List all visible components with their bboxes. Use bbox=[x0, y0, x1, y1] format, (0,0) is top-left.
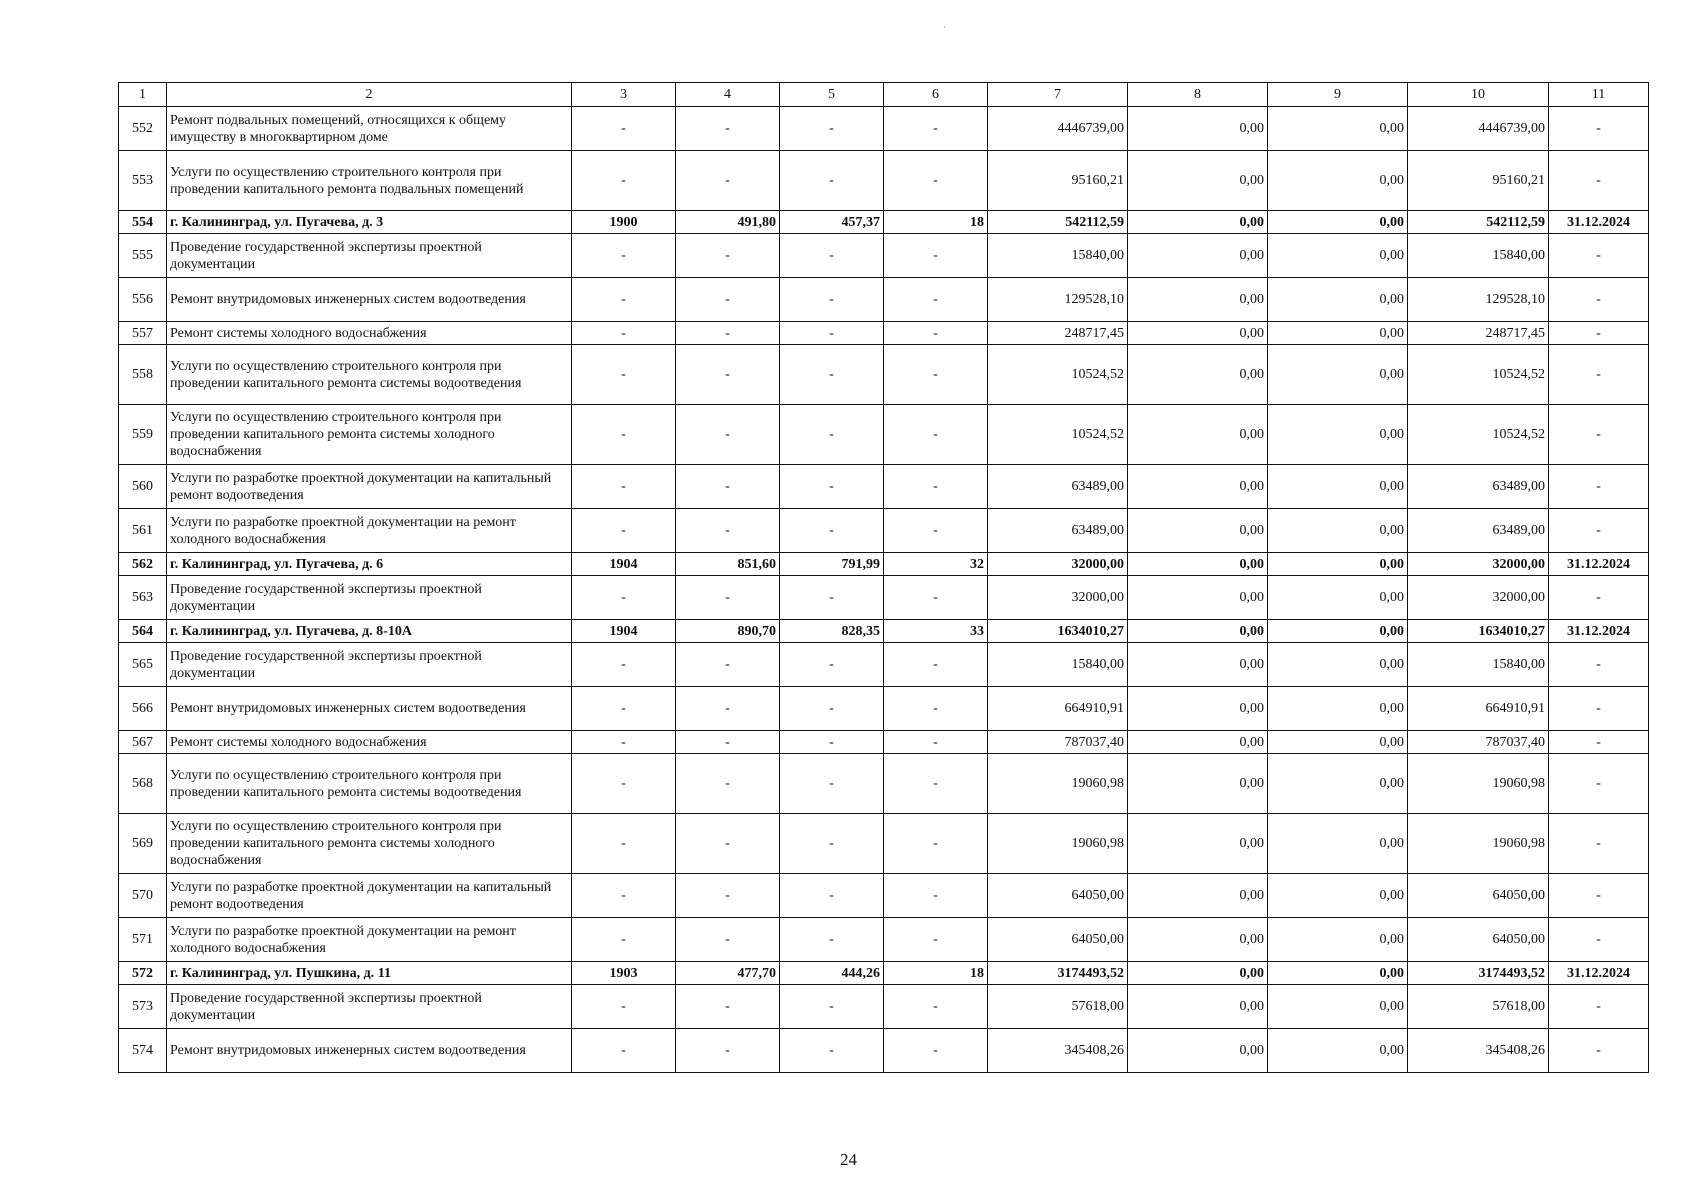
cell-residential-area: 444,26 bbox=[780, 962, 884, 985]
cell-total-cost: 63489,00 bbox=[988, 509, 1128, 553]
cell-total-area: - bbox=[676, 509, 780, 553]
cell-row-number: 559 bbox=[119, 405, 167, 465]
work-row bbox=[119, 151, 1649, 211]
cell-cost-col-9: 0,00 bbox=[1268, 107, 1408, 151]
work-row bbox=[119, 1029, 1649, 1073]
cell-residents-count: - bbox=[884, 754, 988, 814]
cell-row-number: 567 bbox=[119, 731, 167, 754]
cell-cost-col-10: 3174493,52 bbox=[1408, 962, 1549, 985]
cell-item-name: Услуги по осуществлению строительного контроля при проведении капитального ремонта подвальных помещений bbox=[167, 151, 572, 211]
cell-item-name: Проведение государственной экспертизы проектной документации bbox=[167, 234, 572, 278]
cell-residential-area: - bbox=[780, 687, 884, 731]
cell-item-name: Ремонт системы холодного водоснабжения bbox=[167, 322, 572, 345]
cell-residential-area: - bbox=[780, 814, 884, 874]
cell-cost-col-8: 0,00 bbox=[1128, 322, 1268, 345]
cell-completion-date: 31.12.2024 bbox=[1549, 962, 1649, 985]
cell-total-cost: 57618,00 bbox=[988, 985, 1128, 1029]
cell-total-area: - bbox=[676, 107, 780, 151]
cell-cost-col-8: 0,00 bbox=[1128, 465, 1268, 509]
cell-total-area: - bbox=[676, 985, 780, 1029]
cell-year-built: - bbox=[572, 465, 676, 509]
cell-cost-col-8: 0,00 bbox=[1128, 918, 1268, 962]
cell-year-built: - bbox=[572, 874, 676, 918]
cell-completion-date: - bbox=[1549, 509, 1649, 553]
cell-completion-date: 31.12.2024 bbox=[1549, 211, 1649, 234]
cell-item-name: г. Калининград, ул. Пугачева, д. 6 bbox=[167, 553, 572, 576]
cell-total-cost: 32000,00 bbox=[988, 576, 1128, 620]
column-number: 4 bbox=[676, 83, 780, 107]
cell-residents-count: - bbox=[884, 509, 988, 553]
cell-residential-area: - bbox=[780, 1029, 884, 1073]
column-number: 1 bbox=[119, 83, 167, 107]
cell-total-area: - bbox=[676, 1029, 780, 1073]
cell-cost-col-8: 0,00 bbox=[1128, 1029, 1268, 1073]
cell-row-number: 557 bbox=[119, 322, 167, 345]
cell-cost-col-9: 0,00 bbox=[1268, 620, 1408, 643]
cell-cost-col-8: 0,00 bbox=[1128, 211, 1268, 234]
cell-item-name: Услуги по разработке проектной документации на ремонт холодного водоснабжения bbox=[167, 509, 572, 553]
cell-residential-area: - bbox=[780, 107, 884, 151]
cell-cost-col-9: 0,00 bbox=[1268, 278, 1408, 322]
cell-cost-col-9: 0,00 bbox=[1268, 687, 1408, 731]
cell-year-built: 1903 bbox=[572, 962, 676, 985]
cell-completion-date: - bbox=[1549, 405, 1649, 465]
cell-item-name: Услуги по осуществлению строительного контроля при проведении капитального ремонта системы холодного водоснабжения bbox=[167, 814, 572, 874]
cell-total-cost: 64050,00 bbox=[988, 874, 1128, 918]
cell-residents-count: - bbox=[884, 985, 988, 1029]
cell-cost-col-8: 0,00 bbox=[1128, 576, 1268, 620]
cell-residential-area: - bbox=[780, 405, 884, 465]
cell-completion-date: - bbox=[1549, 918, 1649, 962]
work-row bbox=[119, 731, 1649, 754]
cell-item-name: Услуги по разработке проектной документации на капитальный ремонт водоотведения bbox=[167, 465, 572, 509]
cell-total-cost: 64050,00 bbox=[988, 918, 1128, 962]
work-row bbox=[119, 918, 1649, 962]
cell-year-built: - bbox=[572, 405, 676, 465]
cell-row-number: 560 bbox=[119, 465, 167, 509]
cell-cost-col-8: 0,00 bbox=[1128, 151, 1268, 211]
cell-total-area: - bbox=[676, 576, 780, 620]
cell-cost-col-9: 0,00 bbox=[1268, 814, 1408, 874]
cell-row-number: 556 bbox=[119, 278, 167, 322]
column-number-row bbox=[119, 83, 1649, 107]
cell-year-built: - bbox=[572, 278, 676, 322]
cell-cost-col-8: 0,00 bbox=[1128, 345, 1268, 405]
cell-cost-col-8: 0,00 bbox=[1128, 985, 1268, 1029]
cell-cost-col-9: 0,00 bbox=[1268, 576, 1408, 620]
cell-row-number: 568 bbox=[119, 754, 167, 814]
cell-completion-date: - bbox=[1549, 643, 1649, 687]
cell-total-cost: 95160,21 bbox=[988, 151, 1128, 211]
column-number: 3 bbox=[572, 83, 676, 107]
cell-residential-area: - bbox=[780, 731, 884, 754]
cell-cost-col-10: 129528,10 bbox=[1408, 278, 1549, 322]
cell-item-name: Услуги по осуществлению строительного контроля при проведении капитального ремонта системы водоотведения bbox=[167, 754, 572, 814]
cell-item-name: Ремонт внутридомовых инженерных систем водоотведения bbox=[167, 278, 572, 322]
cell-residential-area: - bbox=[780, 322, 884, 345]
cell-total-cost: 32000,00 bbox=[988, 553, 1128, 576]
cell-cost-col-9: 0,00 bbox=[1268, 151, 1408, 211]
column-number: 7 bbox=[988, 83, 1128, 107]
cell-total-cost: 664910,91 bbox=[988, 687, 1128, 731]
cell-cost-col-8: 0,00 bbox=[1128, 962, 1268, 985]
cell-residents-count: - bbox=[884, 814, 988, 874]
cell-total-area: 491,80 bbox=[676, 211, 780, 234]
cell-year-built: - bbox=[572, 814, 676, 874]
cell-completion-date: 31.12.2024 bbox=[1549, 553, 1649, 576]
cell-item-name: Проведение государственной экспертизы проектной документации bbox=[167, 985, 572, 1029]
cell-row-number: 558 bbox=[119, 345, 167, 405]
cell-completion-date: - bbox=[1549, 731, 1649, 754]
cell-cost-col-10: 542112,59 bbox=[1408, 211, 1549, 234]
cell-total-area: - bbox=[676, 322, 780, 345]
cell-cost-col-9: 0,00 bbox=[1268, 234, 1408, 278]
work-row bbox=[119, 322, 1649, 345]
cell-row-number: 564 bbox=[119, 620, 167, 643]
cell-total-cost: 4446739,00 bbox=[988, 107, 1128, 151]
work-row bbox=[119, 643, 1649, 687]
cell-item-name: Проведение государственной экспертизы проектной документации bbox=[167, 576, 572, 620]
cell-total-area: - bbox=[676, 754, 780, 814]
cell-total-area: - bbox=[676, 874, 780, 918]
cell-total-area: - bbox=[676, 278, 780, 322]
cell-cost-col-10: 57618,00 bbox=[1408, 985, 1549, 1029]
cell-completion-date: - bbox=[1549, 322, 1649, 345]
cell-completion-date: - bbox=[1549, 754, 1649, 814]
cell-item-name: Услуги по осуществлению строительного контроля при проведении капитального ремонта системы водоотведения bbox=[167, 345, 572, 405]
cell-year-built: - bbox=[572, 985, 676, 1029]
cell-completion-date: - bbox=[1549, 985, 1649, 1029]
cell-row-number: 574 bbox=[119, 1029, 167, 1073]
address-row bbox=[119, 620, 1649, 643]
column-number: 10 bbox=[1408, 83, 1549, 107]
cell-cost-col-9: 0,00 bbox=[1268, 1029, 1408, 1073]
cell-row-number: 561 bbox=[119, 509, 167, 553]
cell-cost-col-10: 19060,98 bbox=[1408, 814, 1549, 874]
cell-cost-col-8: 0,00 bbox=[1128, 687, 1268, 731]
cell-residential-area: - bbox=[780, 465, 884, 509]
register-table-container bbox=[118, 82, 1648, 1073]
cell-year-built: 1904 bbox=[572, 620, 676, 643]
cell-total-cost: 345408,26 bbox=[988, 1029, 1128, 1073]
cell-residential-area: 791,99 bbox=[780, 553, 884, 576]
cell-residents-count: 18 bbox=[884, 211, 988, 234]
cell-total-cost: 248717,45 bbox=[988, 322, 1128, 345]
cell-year-built: - bbox=[572, 643, 676, 687]
cell-residents-count: - bbox=[884, 151, 988, 211]
cell-residential-area: - bbox=[780, 985, 884, 1029]
cell-completion-date: - bbox=[1549, 345, 1649, 405]
cell-year-built: - bbox=[572, 754, 676, 814]
cell-item-name: г. Калининград, ул. Пушкина, д. 11 bbox=[167, 962, 572, 985]
cell-total-cost: 15840,00 bbox=[988, 643, 1128, 687]
cell-row-number: 569 bbox=[119, 814, 167, 874]
cell-cost-col-8: 0,00 bbox=[1128, 754, 1268, 814]
cell-cost-col-10: 19060,98 bbox=[1408, 754, 1549, 814]
cell-completion-date: - bbox=[1549, 234, 1649, 278]
cell-cost-col-10: 15840,00 bbox=[1408, 643, 1549, 687]
cell-year-built: 1900 bbox=[572, 211, 676, 234]
work-row bbox=[119, 687, 1649, 731]
work-row bbox=[119, 278, 1649, 322]
cell-item-name: Ремонт внутридомовых инженерных систем водоотведения bbox=[167, 1029, 572, 1073]
cell-residents-count: - bbox=[884, 874, 988, 918]
column-number: 6 bbox=[884, 83, 988, 107]
cell-residents-count: - bbox=[884, 107, 988, 151]
cell-year-built: - bbox=[572, 731, 676, 754]
cell-residents-count: - bbox=[884, 234, 988, 278]
work-row bbox=[119, 985, 1649, 1029]
cell-residents-count: - bbox=[884, 405, 988, 465]
cell-cost-col-9: 0,00 bbox=[1268, 322, 1408, 345]
cell-cost-col-8: 0,00 bbox=[1128, 620, 1268, 643]
cell-residents-count: - bbox=[884, 1029, 988, 1073]
cell-residents-count: - bbox=[884, 643, 988, 687]
work-row bbox=[119, 465, 1649, 509]
cell-cost-col-8: 0,00 bbox=[1128, 553, 1268, 576]
cell-residential-area: - bbox=[780, 509, 884, 553]
work-row bbox=[119, 234, 1649, 278]
cell-row-number: 552 bbox=[119, 107, 167, 151]
cell-completion-date: - bbox=[1549, 814, 1649, 874]
cell-total-area: - bbox=[676, 465, 780, 509]
register-table bbox=[118, 82, 1649, 1073]
cell-total-cost: 10524,52 bbox=[988, 345, 1128, 405]
cell-cost-col-10: 4446739,00 bbox=[1408, 107, 1549, 151]
cell-residents-count: 32 bbox=[884, 553, 988, 576]
work-row bbox=[119, 345, 1649, 405]
cell-cost-col-8: 0,00 bbox=[1128, 643, 1268, 687]
cell-cost-col-9: 0,00 bbox=[1268, 345, 1408, 405]
cell-year-built: - bbox=[572, 345, 676, 405]
cell-item-name: Ремонт подвальных помещений, относящихся к общему имуществу в многоквартирном доме bbox=[167, 107, 572, 151]
cell-residential-area: - bbox=[780, 151, 884, 211]
cell-completion-date: - bbox=[1549, 687, 1649, 731]
cell-total-cost: 19060,98 bbox=[988, 754, 1128, 814]
cell-residents-count: - bbox=[884, 345, 988, 405]
cell-total-cost: 1634010,27 bbox=[988, 620, 1128, 643]
cell-item-name: Услуги по разработке проектной документации на ремонт холодного водоснабжения bbox=[167, 918, 572, 962]
cell-residential-area: - bbox=[780, 345, 884, 405]
cell-residents-count: 18 bbox=[884, 962, 988, 985]
cell-total-area: - bbox=[676, 918, 780, 962]
cell-cost-col-10: 63489,00 bbox=[1408, 509, 1549, 553]
cell-completion-date: - bbox=[1549, 107, 1649, 151]
cell-item-name: Проведение государственной экспертизы проектной документации bbox=[167, 643, 572, 687]
cell-row-number: 572 bbox=[119, 962, 167, 985]
cell-residents-count: - bbox=[884, 465, 988, 509]
cell-total-area: - bbox=[676, 643, 780, 687]
cell-row-number: 565 bbox=[119, 643, 167, 687]
cell-total-area: 890,70 bbox=[676, 620, 780, 643]
cell-total-cost: 15840,00 bbox=[988, 234, 1128, 278]
cell-cost-col-9: 0,00 bbox=[1268, 874, 1408, 918]
cell-cost-col-9: 0,00 bbox=[1268, 405, 1408, 465]
cell-row-number: 570 bbox=[119, 874, 167, 918]
cell-year-built: - bbox=[572, 1029, 676, 1073]
cell-total-area: - bbox=[676, 405, 780, 465]
cell-cost-col-9: 0,00 bbox=[1268, 985, 1408, 1029]
cell-cost-col-10: 95160,21 bbox=[1408, 151, 1549, 211]
cell-row-number: 573 bbox=[119, 985, 167, 1029]
cell-total-cost: 787037,40 bbox=[988, 731, 1128, 754]
address-row bbox=[119, 962, 1649, 985]
cell-residential-area: - bbox=[780, 643, 884, 687]
cell-cost-col-9: 0,00 bbox=[1268, 962, 1408, 985]
cell-cost-col-9: 0,00 bbox=[1268, 643, 1408, 687]
cell-completion-date: - bbox=[1549, 1029, 1649, 1073]
cell-total-cost: 3174493,52 bbox=[988, 962, 1128, 985]
cell-total-area: - bbox=[676, 731, 780, 754]
cell-item-name: Ремонт внутридомовых инженерных систем водоотведения bbox=[167, 687, 572, 731]
cell-row-number: 566 bbox=[119, 687, 167, 731]
cell-residential-area: 828,35 bbox=[780, 620, 884, 643]
cell-cost-col-9: 0,00 bbox=[1268, 553, 1408, 576]
cell-year-built: - bbox=[572, 576, 676, 620]
cell-total-area: - bbox=[676, 687, 780, 731]
cell-residents-count: - bbox=[884, 322, 988, 345]
cell-total-cost: 542112,59 bbox=[988, 211, 1128, 234]
cell-total-area: - bbox=[676, 814, 780, 874]
cell-total-area: 477,70 bbox=[676, 962, 780, 985]
cell-year-built: - bbox=[572, 509, 676, 553]
column-number: 9 bbox=[1268, 83, 1408, 107]
cell-residential-area: - bbox=[780, 754, 884, 814]
cell-cost-col-10: 664910,91 bbox=[1408, 687, 1549, 731]
cell-year-built: - bbox=[572, 687, 676, 731]
cell-cost-col-10: 787037,40 bbox=[1408, 731, 1549, 754]
cell-year-built: - bbox=[572, 107, 676, 151]
cell-residential-area: - bbox=[780, 278, 884, 322]
cell-year-built: - bbox=[572, 918, 676, 962]
cell-residential-area: - bbox=[780, 234, 884, 278]
cell-cost-col-8: 0,00 bbox=[1128, 234, 1268, 278]
work-row bbox=[119, 814, 1649, 874]
cell-completion-date: - bbox=[1549, 874, 1649, 918]
cell-residential-area: - bbox=[780, 918, 884, 962]
cell-year-built: - bbox=[572, 151, 676, 211]
cell-residential-area: 457,37 bbox=[780, 211, 884, 234]
cell-cost-col-8: 0,00 bbox=[1128, 278, 1268, 322]
cell-total-cost: 63489,00 bbox=[988, 465, 1128, 509]
cell-cost-col-9: 0,00 bbox=[1268, 465, 1408, 509]
address-row bbox=[119, 553, 1649, 576]
cell-cost-col-8: 0,00 bbox=[1128, 814, 1268, 874]
address-row bbox=[119, 211, 1649, 234]
cell-cost-col-10: 10524,52 bbox=[1408, 345, 1549, 405]
cell-total-cost: 10524,52 bbox=[988, 405, 1128, 465]
cell-cost-col-9: 0,00 bbox=[1268, 509, 1408, 553]
cell-completion-date: - bbox=[1549, 278, 1649, 322]
work-row bbox=[119, 107, 1649, 151]
work-row bbox=[119, 405, 1649, 465]
cell-cost-col-9: 0,00 bbox=[1268, 918, 1408, 962]
cell-cost-col-9: 0,00 bbox=[1268, 754, 1408, 814]
column-number: 8 bbox=[1128, 83, 1268, 107]
cell-cost-col-8: 0,00 bbox=[1128, 107, 1268, 151]
cell-cost-col-10: 15840,00 bbox=[1408, 234, 1549, 278]
work-row bbox=[119, 509, 1649, 553]
cell-residents-count: - bbox=[884, 687, 988, 731]
cell-item-name: г. Калининград, ул. Пугачева, д. 8-10А bbox=[167, 620, 572, 643]
cell-item-name: Услуги по осуществлению строительного контроля при проведении капитального ремонта системы холодного водоснабжения bbox=[167, 405, 572, 465]
cell-cost-col-10: 63489,00 bbox=[1408, 465, 1549, 509]
scan-speck: · bbox=[943, 22, 946, 32]
cell-residential-area: - bbox=[780, 874, 884, 918]
cell-cost-col-8: 0,00 bbox=[1128, 731, 1268, 754]
cell-cost-col-10: 64050,00 bbox=[1408, 874, 1549, 918]
cell-year-built: - bbox=[572, 322, 676, 345]
cell-year-built: - bbox=[572, 234, 676, 278]
cell-cost-col-9: 0,00 bbox=[1268, 731, 1408, 754]
cell-residents-count: - bbox=[884, 576, 988, 620]
work-row bbox=[119, 754, 1649, 814]
cell-cost-col-8: 0,00 bbox=[1128, 405, 1268, 465]
cell-completion-date: 31.12.2024 bbox=[1549, 620, 1649, 643]
cell-item-name: г. Калининград, ул. Пугачева, д. 3 bbox=[167, 211, 572, 234]
cell-total-area: - bbox=[676, 151, 780, 211]
column-number: 5 bbox=[780, 83, 884, 107]
cell-cost-col-10: 64050,00 bbox=[1408, 918, 1549, 962]
cell-year-built: 1904 bbox=[572, 553, 676, 576]
cell-cost-col-10: 32000,00 bbox=[1408, 576, 1549, 620]
cell-completion-date: - bbox=[1549, 151, 1649, 211]
cell-total-cost: 19060,98 bbox=[988, 814, 1128, 874]
cell-row-number: 563 bbox=[119, 576, 167, 620]
cell-total-area: - bbox=[676, 234, 780, 278]
cell-completion-date: - bbox=[1549, 465, 1649, 509]
cell-completion-date: - bbox=[1549, 576, 1649, 620]
cell-cost-col-10: 345408,26 bbox=[1408, 1029, 1549, 1073]
cell-cost-col-10: 10524,52 bbox=[1408, 405, 1549, 465]
work-row bbox=[119, 576, 1649, 620]
cell-item-name: Ремонт системы холодного водоснабжения bbox=[167, 731, 572, 754]
cell-row-number: 554 bbox=[119, 211, 167, 234]
cell-row-number: 553 bbox=[119, 151, 167, 211]
cell-row-number: 571 bbox=[119, 918, 167, 962]
cell-row-number: 562 bbox=[119, 553, 167, 576]
cell-cost-col-8: 0,00 bbox=[1128, 509, 1268, 553]
column-number: 2 bbox=[167, 83, 572, 107]
cell-total-area: - bbox=[676, 345, 780, 405]
cell-cost-col-10: 248717,45 bbox=[1408, 322, 1549, 345]
page-number: 24 bbox=[840, 1150, 857, 1169]
cell-residents-count: 33 bbox=[884, 620, 988, 643]
cell-total-area: 851,60 bbox=[676, 553, 780, 576]
cell-cost-col-9: 0,00 bbox=[1268, 211, 1408, 234]
cell-row-number: 555 bbox=[119, 234, 167, 278]
column-number: 11 bbox=[1549, 83, 1649, 107]
cell-residential-area: - bbox=[780, 576, 884, 620]
cell-residents-count: - bbox=[884, 918, 988, 962]
cell-cost-col-8: 0,00 bbox=[1128, 874, 1268, 918]
work-row bbox=[119, 874, 1649, 918]
cell-total-cost: 129528,10 bbox=[988, 278, 1128, 322]
cell-residents-count: - bbox=[884, 278, 988, 322]
cell-cost-col-10: 1634010,27 bbox=[1408, 620, 1549, 643]
cell-residents-count: - bbox=[884, 731, 988, 754]
table-body bbox=[119, 83, 1649, 1073]
cell-item-name: Услуги по разработке проектной документации на капитальный ремонт водоотведения bbox=[167, 874, 572, 918]
cell-cost-col-10: 32000,00 bbox=[1408, 553, 1549, 576]
